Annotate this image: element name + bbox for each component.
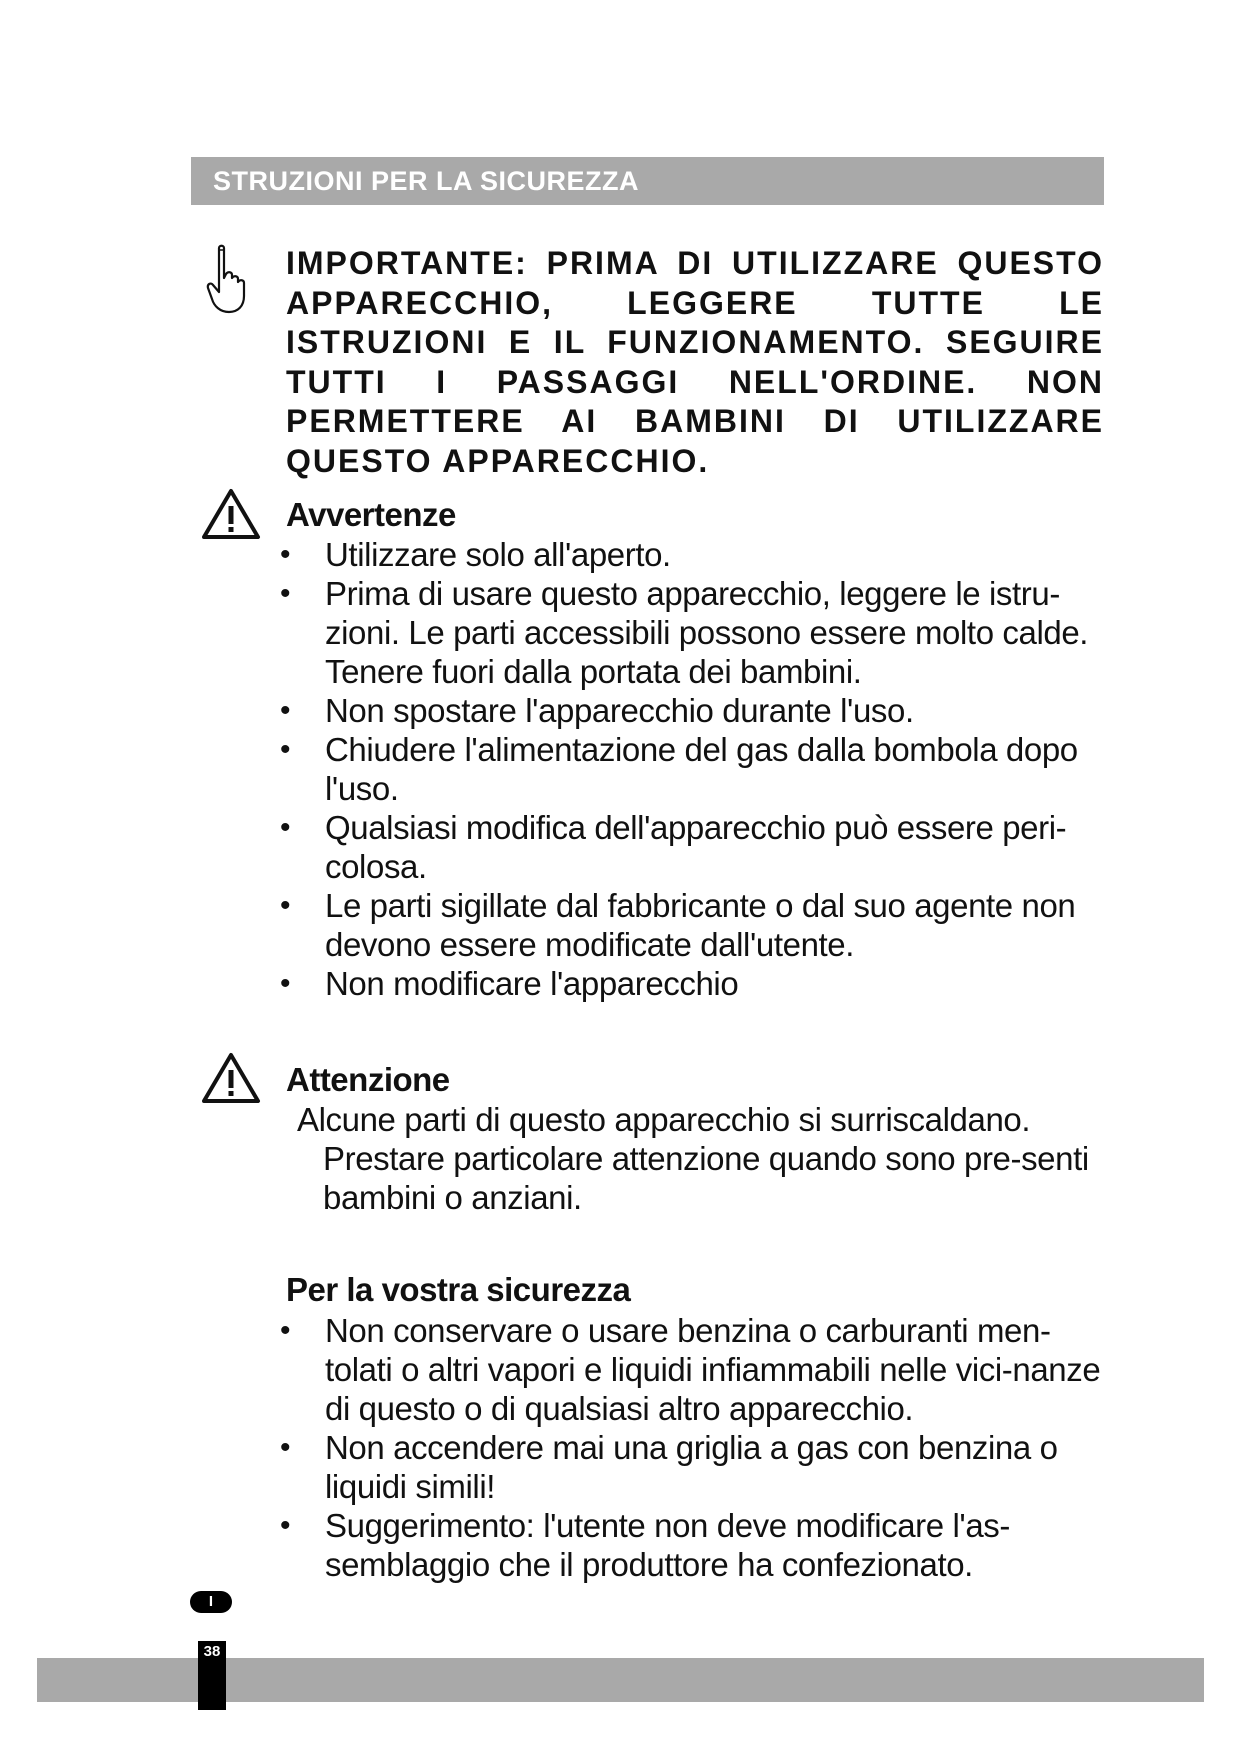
list-item: • Chiudere l'alimentazione del gas dalla bombola dopo l'uso. (280, 730, 1110, 808)
list-item: • Non accendere mai una griglia a gas con benzina o liquidi simili! (280, 1428, 1110, 1506)
warning-triangle-icon (201, 488, 261, 540)
list-item: • Utilizzare solo all'aperto. (280, 535, 1110, 574)
section-header: STRUZIONI PER LA SICUREZZA (191, 157, 1104, 205)
attenzione-title: Attenzione (286, 1061, 450, 1098)
sicurezza-title: Per la vostra sicurezza (286, 1271, 631, 1308)
avvertenze-title: Avvertenze (286, 496, 456, 533)
list-item: • Prima di usare questo apparecchio, leggere le istru-zioni. Le parti accessibili possono essere molto calde. Tenere fuori dalla portata dei bambini. (280, 574, 1110, 691)
list-item: • Non spostare l'apparecchio durante l'uso. (280, 691, 1110, 730)
attenzione-text-line1: Alcune parti di questo apparecchio si surriscaldano. (297, 1101, 1031, 1138)
attenzione-text-line2: Prestare particolare attenzione quando sono pre-senti bambini o anziani. (323, 1140, 1089, 1216)
page-number: 38 (198, 1641, 226, 1710)
list-item: • Suggerimento: l'utente non deve modificare l'as-semblaggio che il produttore ha confezionato. (280, 1506, 1110, 1584)
avvertenze-list (280, 535, 1110, 1003)
list-item: • Qualsiasi modifica dell'apparecchio può essere peri-colosa. (280, 808, 1110, 886)
pointing-finger-icon (205, 244, 247, 316)
important-notice: IMPORTANTE: PRIMA DI UTILIZZARE QUESTO APPARECCHIO, LEGGERE TUTTE LE ISTRUZIONI E IL FUNZIONAMENTO. SEGUIRE TUTTI I PASSAGGI NELL'ORDINE. NON PERMETTERE AI BAMBINI DI UTILIZZARE QUESTO APPARECCHIO. (286, 245, 1104, 479)
list-item: • Le parti sigillate dal fabbricante o dal suo agente non devono essere modificate dall'utente. (280, 886, 1110, 964)
warning-triangle-icon (201, 1052, 261, 1104)
list-item: • Non modificare l'apparecchio (280, 964, 1110, 1003)
sicurezza-list (280, 1311, 1110, 1584)
list-item: • Non conservare o usare benzina o carburanti men-tolati o altri vapori e liquidi infiammabili nelle vici-nanze di questo o di qualsiasi altro apparecchio. (280, 1311, 1110, 1428)
language-badge: I (190, 1591, 232, 1613)
